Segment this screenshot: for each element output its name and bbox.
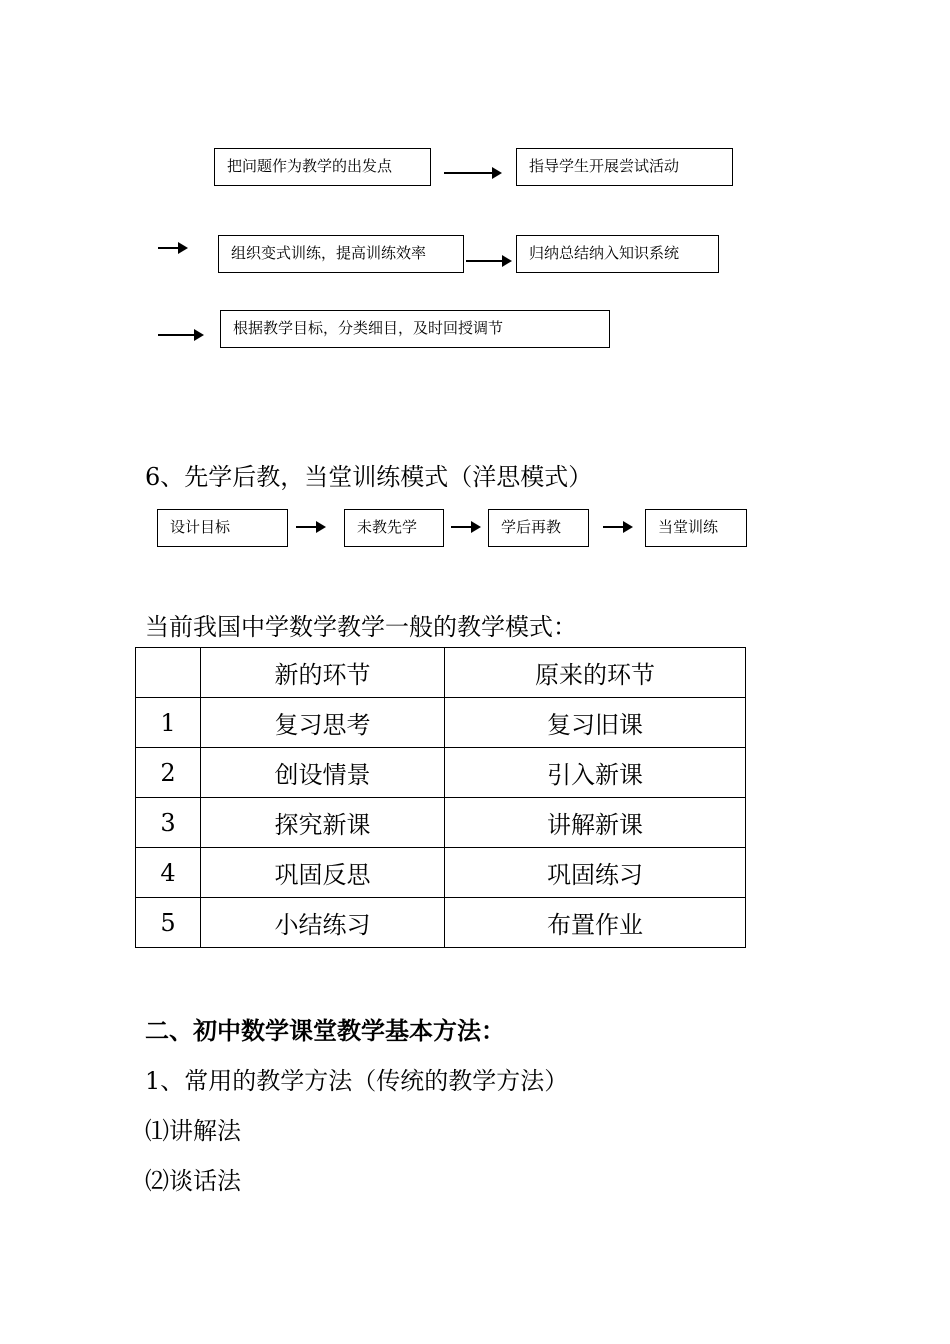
flow-step-summarize: 归纳总结纳入知识系统 <box>516 235 719 273</box>
table-header-index <box>136 648 201 698</box>
flow2-step-self-study: 未教先学 <box>344 509 444 547</box>
flow2-step-design-goals: 设计目标 <box>157 509 288 547</box>
section2-subheading: 1、常用的教学方法（传统的教学方法） <box>145 1067 569 1095</box>
arrow-head-icon <box>471 521 481 533</box>
table-header-new: 新的环节 <box>201 648 445 698</box>
table-cell-original: 引入新课 <box>445 748 746 798</box>
method-item-conversation: ⑵谈话法 <box>145 1167 241 1195</box>
table-header-row <box>136 648 746 698</box>
arrow-head-icon <box>194 329 204 341</box>
section2-heading: 二、初中数学课堂教学基本方法： <box>145 1016 505 1045</box>
table-intro: 当前我国中学数学教学一般的教学模式： <box>145 613 577 641</box>
table-cell-original: 布置作业 <box>445 898 746 948</box>
table-row <box>136 748 746 798</box>
flow-arrow-3 <box>466 255 512 267</box>
table-cell-new: 巩固反思 <box>201 848 445 898</box>
flow-step-variant-training: 组织变式训练，提高训练效率 <box>218 235 464 273</box>
table-cell-original: 讲解新课 <box>445 798 746 848</box>
teaching-mode-table <box>135 647 746 948</box>
flow2-arrow-2 <box>451 521 481 533</box>
table-cell-original: 复习旧课 <box>445 698 746 748</box>
table-cell-index: 1 <box>136 698 201 748</box>
table-cell-index: 3 <box>136 798 201 848</box>
table-row <box>136 798 746 848</box>
section6-title: 6、先学后教，当堂训练模式（洋思模式） <box>145 463 593 491</box>
flow-step-feedback: 根据教学目标，分类细目，及时回授调节 <box>220 310 610 348</box>
arrow-head-icon <box>492 167 502 179</box>
table-cell-new: 小结练习 <box>201 898 445 948</box>
arrow-head-icon <box>178 242 188 254</box>
arrow-head-icon <box>623 521 633 533</box>
arrow-head-icon <box>502 255 512 267</box>
flow2-step-in-class-practice: 当堂训练 <box>645 509 747 547</box>
table-row <box>136 898 746 948</box>
flow2-arrow-3 <box>603 521 633 533</box>
table-cell-original: 巩固练习 <box>445 848 746 898</box>
table-cell-new: 创设情景 <box>201 748 445 798</box>
arrow-head-icon <box>316 521 326 533</box>
table-row <box>136 848 746 898</box>
flow-step-problem-start: 把问题作为教学的出发点 <box>214 148 431 186</box>
flow2-step-teach-after: 学后再教 <box>488 509 589 547</box>
table-header-original: 原来的环节 <box>445 648 746 698</box>
table-cell-index: 5 <box>136 898 201 948</box>
table-cell-index: 4 <box>136 848 201 898</box>
flow-arrow-1 <box>444 167 502 179</box>
table-cell-new: 复习思考 <box>201 698 445 748</box>
flow-arrow-4 <box>158 329 204 341</box>
flow2-arrow-1 <box>296 521 326 533</box>
table-cell-index: 2 <box>136 748 201 798</box>
table-cell-new: 探究新课 <box>201 798 445 848</box>
flow-step-guide-students: 指导学生开展尝试活动 <box>516 148 733 186</box>
flow-arrow-2 <box>158 242 188 254</box>
table-row <box>136 698 746 748</box>
method-item-lecture: ⑴讲解法 <box>145 1117 241 1145</box>
